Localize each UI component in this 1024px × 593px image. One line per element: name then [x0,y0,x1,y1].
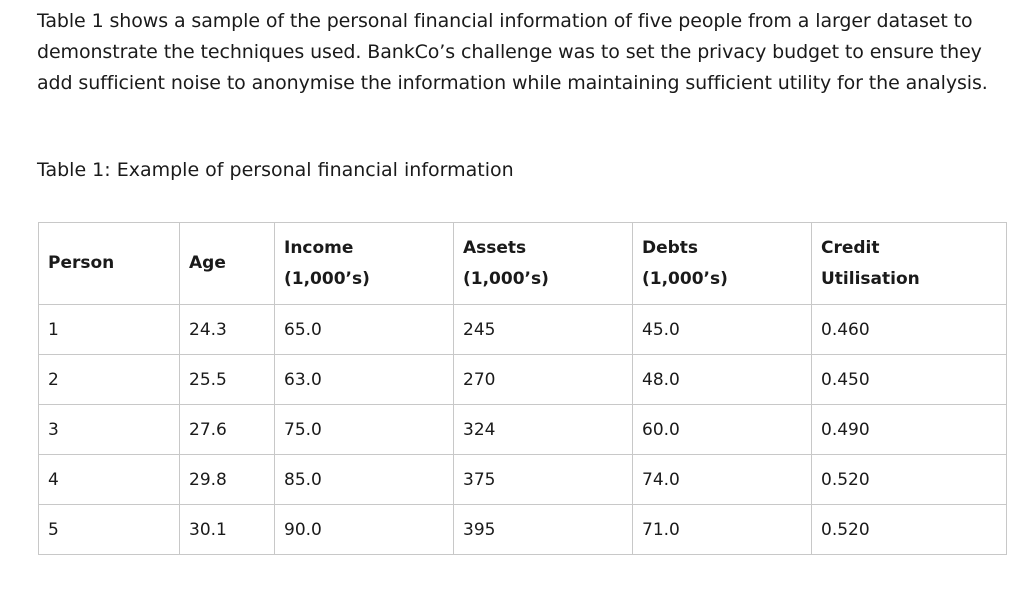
table-row [39,305,1007,355]
cell-debts: 74.0 [633,455,812,505]
cell-age: 25.5 [180,355,275,405]
header-assets-label: Assets [463,237,527,258]
cell-income: 63.0 [275,355,454,405]
table-row [39,405,1007,455]
cell-assets: 395 [454,505,633,555]
table-row [39,455,1007,505]
cell-debts: 60.0 [633,405,812,455]
header-age-label: Age [189,253,226,273]
table-row [39,355,1007,405]
cell-person: 5 [39,505,180,555]
header-income [275,223,454,305]
header-debts-unit: (1,000’s) [642,268,728,289]
cell-credit-utilisation: 0.450 [812,355,1007,405]
header-debts [633,223,812,305]
cell-assets: 270 [454,355,633,405]
cell-credit-utilisation: 0.520 [812,455,1007,505]
cell-debts: 48.0 [633,355,812,405]
header-assets [454,223,633,305]
header-income-unit: (1,000’s) [284,268,370,289]
cell-age: 24.3 [180,305,275,355]
cell-assets: 375 [454,455,633,505]
header-credit-sub: Utilisation [821,268,920,289]
cell-income: 65.0 [275,305,454,355]
cell-person: 1 [39,305,180,355]
cell-income: 75.0 [275,405,454,455]
header-credit-utilisation [812,223,1007,305]
table-header-row [39,223,1007,305]
header-assets-unit: (1,000’s) [463,268,549,289]
intro-paragraph: Table 1 shows a sample of the personal financial information of five people from a larger dataset to demonstrate the techniques used. BankCo’s challenge was to set the privacy budget to ensure they add sufficient noise to anonymise the information while maintaining sufficient utility for the analysis. [37,10,988,94]
cell-income: 90.0 [275,505,454,555]
header-debts-label: Debts [642,237,699,258]
cell-credit-utilisation: 0.490 [812,405,1007,455]
cell-credit-utilisation: 0.520 [812,505,1007,555]
cell-age: 30.1 [180,505,275,555]
cell-person: 4 [39,455,180,505]
cell-debts: 45.0 [633,305,812,355]
cell-person: 3 [39,405,180,455]
cell-age: 29.8 [180,455,275,505]
header-income-label: Income [284,237,354,258]
cell-credit-utilisation: 0.460 [812,305,1007,355]
header-person-label: Person [48,253,115,273]
cell-age: 27.6 [180,405,275,455]
cell-assets: 245 [454,305,633,355]
cell-assets: 324 [454,405,633,455]
header-age [180,223,275,305]
cell-person: 2 [39,355,180,405]
cell-income: 85.0 [275,455,454,505]
financial-info-table [38,222,1007,555]
table-caption: Table 1: Example of personal financial information [37,159,514,181]
header-credit-label: Credit [821,237,880,258]
table-row [39,505,1007,555]
header-person [39,223,180,305]
cell-debts: 71.0 [633,505,812,555]
